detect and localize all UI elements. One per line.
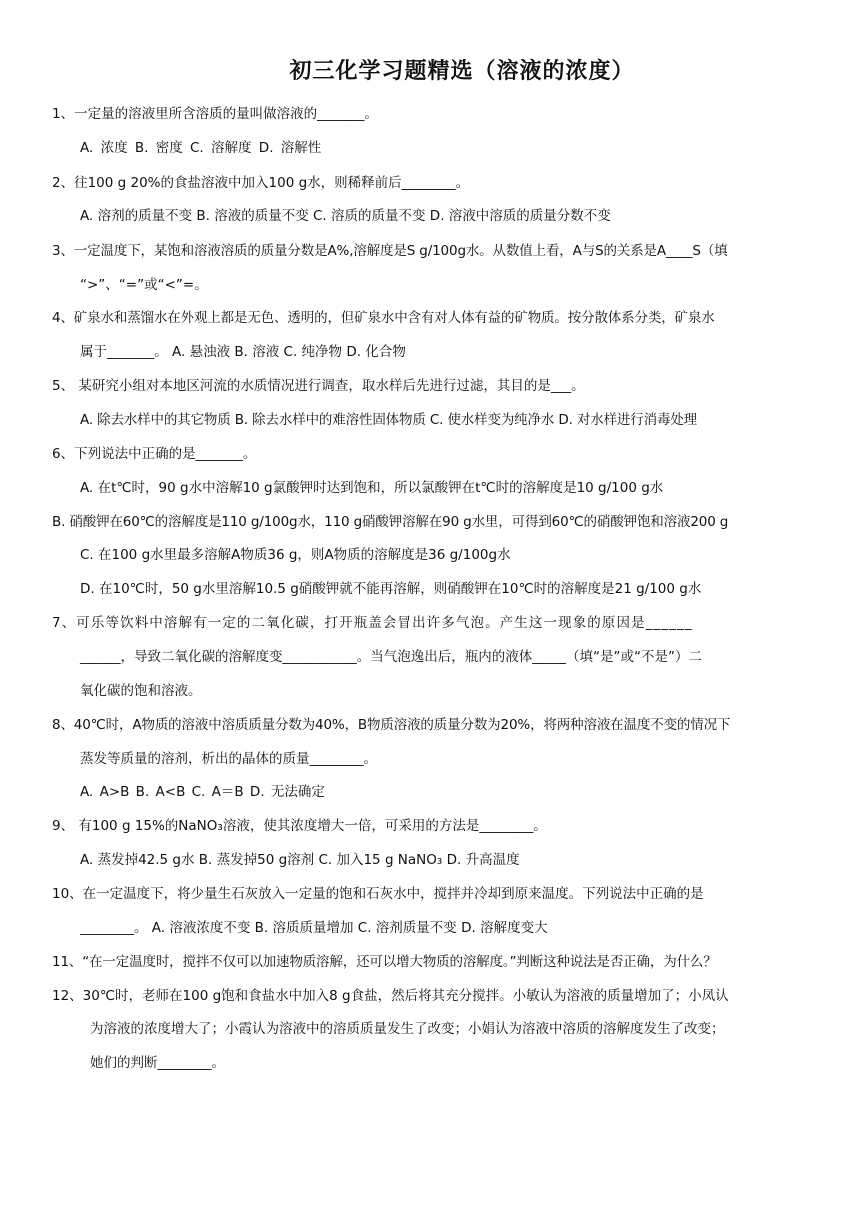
question-8-cont: 蒸发等质量的溶剂，析出的晶体的质量________。 [80,751,377,767]
question-4-options: 属于_______。 A. 悬浊液 B. 溶液 C. 纯净物 D. 化合物 [80,344,406,360]
question-7-cont-1: ______，导致二氧化碳的溶解度变___________。当气泡逸出后，瓶内的液体_____（填“是”或“不是”）二 [80,649,702,665]
question-10: 10、在一定温度下，将少量生石灰放入一定量的饱和石灰水中，搅拌并冷却到原来温度。下列说法中正确的是 [52,886,704,902]
question-3: 3、一定温度下，某饱和溶液溶质的质量分数是A%,溶解度是S g/100g水。从数值上看，A与S的关系是A____S（填 [52,243,728,259]
question-4: 4、矿泉水和蒸馏水在外观上都是无色、透明的，但矿泉水中含有对人体有益的矿物质。按分散体系分类，矿泉水 [52,310,715,326]
question-1: 1、一定量的溶液里所含溶质的量叫做溶液的_______。 [52,106,378,122]
page-title: 初三化学习题精选（溶液的浓度） [289,59,635,84]
question-9-options: A. 蒸发掉42.5 g水 B. 蒸发掉50 g溶剂 C. 加入15 g NaNO₃ D. 升高温度 [80,852,520,868]
question-9: 9、 有100 g 15%的NaNO₃溶液，使其浓度增大一倍，可采用的方法是________。 [52,818,547,834]
question-2: 2、往100 g 20%的食盐溶液中加入100 g水，则稀释前后________。 [52,175,470,191]
question-7-cont-2: 氧化碳的饱和溶液。 [80,683,202,699]
question-10-options: ________。 A. 溶液浓度不变 B. 溶质质量增加 C. 溶剂质量不变 D. 溶解度变大 [80,920,548,936]
question-11: 11、“在一定温度时，搅拌不仅可以加速物质溶解，还可以增大物质的溶解度。”判断这种说法是否正确，为什么？ [52,954,717,970]
question-3-cont: “>”、“=”或“<”=。 [80,277,208,293]
question-2-options: A. 溶剂的质量不变 B. 溶液的质量不变 C. 溶质的质量不变 D. 溶液中溶质的质量分数不变 [80,208,611,224]
question-12-cont-2: 她们的判断________。 [90,1055,225,1071]
question-1-options: A. 浓度 B. 密度 C. 溶解度 D. 溶解性 [80,140,322,156]
question-6: 6、下列说法中正确的是_______。 [52,446,257,462]
question-8: 8、40℃时，A物质的溶液中溶质质量分数为40%，B物质溶液的质量分数为20%，将两种溶液在温度不变的情况下 [52,717,731,733]
question-6-option-d: D. 在10℃时，50 g水里溶解10.5 g硝酸钾就不能再溶解，则硝酸钾在10℃时的溶解度是21 g/100 g水 [80,581,702,597]
question-5-options: A. 除去水样中的其它物质 B. 除去水样中的难溶性固体物质 C. 使水样变为纯净水 D. 对水样进行消毒处理 [80,412,698,428]
question-12-cont-1: 为溶液的浓度增大了；小霞认为溶液中的溶质质量发生了改变；小娟认为溶液中溶质的溶解度发生了改变； [90,1021,725,1037]
question-7: 7、可乐等饮料中溶解有一定的二氧化碳，打开瓶盖会冒出许多气泡。产生这一现象的原因是______ [52,615,693,631]
question-12: 12、30℃时，老师在100 g饱和食盐水中加入8 g食盐，然后将其充分搅拌。小敏认为溶液的质量增加了；小凤认 [52,988,729,1004]
question-6-option-a: A. 在t℃时，90 g水中溶解10 g氯酸钾时达到饱和，所以氯酸钾在t℃时的溶解度是10 g/100 g水 [80,480,664,496]
question-8-options: A. A>B B. A<B C. A＝B D. 无法确定 [80,784,325,800]
question-6-option-c: C. 在100 g水里最多溶解A物质36 g，则A物质的溶解度是36 g/100g水 [80,547,511,563]
question-6-option-b: B. 硝酸钾在60℃的溶解度是110 g/100g水，110 g硝酸钾溶解在90 g水里，可得到60℃的硝酸钾饱和溶液200 g [52,514,729,530]
question-5: 5、 某研究小组对本地区河流的水质情况进行调查，取水样后先进行过滤，其目的是___。 [52,378,585,394]
